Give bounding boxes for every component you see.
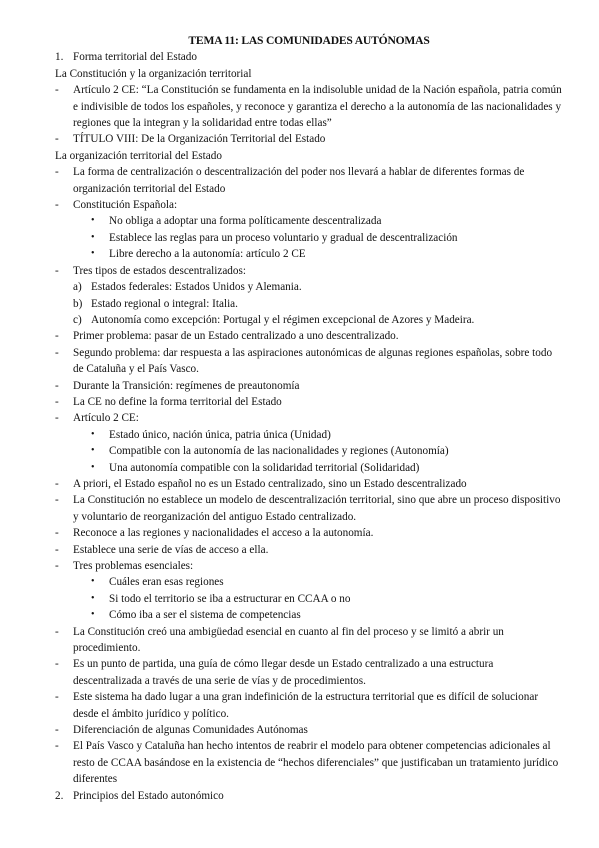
list-marker: - (55, 133, 59, 146)
bullet-marker: • (91, 248, 95, 260)
list-marker: a) (73, 281, 82, 294)
dash-item (55, 197, 563, 213)
dash-item (55, 131, 563, 147)
line-text: Este sistema ha dado lugar a una gran indefinición de la estructura territorial que es difícil de solucionar desde el ámbito jurídico y político. (73, 691, 539, 720)
line-text: Es un punto de partida, una guía de cómo llegar desde un Estado centralizado a una estructura descentralizada a través de una serie de vías y de procedimientos. (73, 658, 494, 687)
bullet-marker: • (91, 576, 95, 588)
bullet-item (55, 246, 563, 262)
line-text: Libre derecho a la autonomía: artículo 2 CE (109, 248, 306, 261)
line-text: La organización territorial del Estado (55, 149, 222, 162)
line-text: Estados federales: Estados Unidos y Alemania. (91, 281, 302, 294)
list-marker: - (55, 494, 59, 507)
dash-item (55, 263, 563, 279)
line-text: Artículo 2 CE: (73, 412, 139, 425)
bullet-marker: • (91, 461, 95, 473)
bullet-marker: • (91, 445, 95, 457)
list-marker: - (55, 330, 59, 343)
line-text: Reconoce a las regiones y nacionalidades el acceso a la autonomía. (73, 527, 374, 540)
list-marker: - (55, 395, 59, 408)
line-text: Constitución Española: (73, 199, 178, 212)
line-text: Forma territorial del Estado (73, 51, 197, 64)
list-marker: b) (73, 297, 83, 310)
line-text: A priori, el Estado español no es un Estado centralizado, sino un Estado descentralizado (73, 477, 467, 490)
bullet-marker: • (91, 231, 95, 243)
lettered-item (55, 312, 563, 328)
bullet-marker: • (91, 592, 95, 604)
list-marker: - (55, 560, 59, 572)
list-marker: - (55, 264, 59, 277)
bullet-item (55, 443, 563, 459)
line-text: Principios del Estado autonómico (73, 789, 224, 802)
bullet-marker: • (91, 428, 95, 440)
line-text: Autonomía como excepción: Portugal y el régimen excepcional de Azores y Madeira. (91, 313, 475, 326)
lettered-item (55, 279, 563, 295)
bullet-item (55, 460, 563, 476)
list-marker: - (55, 658, 59, 671)
lettered-item (55, 296, 563, 312)
line-text: Artículo 2 CE: “La Constitución se fundamenta en la indisoluble unidad de la Nación española, patria común e indivisible de todos los españoles, y reconoce y garantiza el derecho a la autonomía de las nacionalidades y regiones que la integran y la solidaridad entre todas ellas” (73, 84, 562, 130)
dash-item (55, 492, 563, 525)
line-text: La Constitución y la organización territorial (55, 67, 252, 80)
list-marker: - (55, 691, 59, 704)
bullet-item (55, 230, 563, 246)
bullet-marker: • (91, 609, 95, 621)
line-text: Estado único, nación única, patria única (Unidad) (109, 428, 331, 441)
subsection-heading (55, 66, 563, 82)
dash-item (55, 164, 563, 197)
list-marker: - (55, 412, 59, 425)
dash-item (55, 624, 563, 657)
list-marker: - (55, 625, 59, 638)
dash-item (55, 656, 563, 689)
section-heading (55, 49, 563, 65)
line-text: Tres problemas esenciales: (73, 560, 194, 572)
dash-item (55, 394, 563, 410)
list-marker: - (55, 346, 59, 359)
list-marker: - (55, 84, 59, 97)
line-text: TÍTULO VIII: De la Organización Territorial del Estado (73, 133, 326, 146)
subsection-heading (55, 148, 563, 164)
dash-item (55, 82, 563, 131)
document-body (55, 49, 563, 804)
line-text: Estado regional o integral: Italia. (91, 297, 238, 310)
line-text: Una autonomía compatible con la solidaridad territorial (Solidaridad) (109, 461, 420, 474)
list-marker: - (55, 477, 59, 490)
dash-item (55, 476, 563, 492)
line-text: Tres tipos de estados descentralizados: (73, 264, 246, 277)
dash-item (55, 558, 563, 574)
list-marker: - (55, 166, 59, 179)
line-text: Diferenciación de algunas Comunidades Autónomas (73, 724, 308, 737)
bullet-item (55, 427, 563, 443)
line-text: La Constitución creó una ambigüedad esencial en cuanto al fin del proceso y se limitó a abrir un procedimiento. (73, 625, 504, 655)
dash-item (55, 542, 563, 558)
bullet-item (55, 574, 563, 590)
line-text: La Constitución no establece un modelo de descentralización territorial, sino que abre un proceso dispositivo y voluntario de reorganización del antiguo Estado centralizado. (73, 494, 561, 523)
dash-item (55, 722, 563, 738)
line-text: La CE no define la forma territorial del Estado (73, 395, 282, 408)
dash-item (55, 689, 563, 722)
list-marker: 2. (55, 789, 64, 802)
bullet-item (55, 591, 563, 607)
dash-item (55, 328, 563, 344)
line-text: El País Vasco y Cataluña han hecho intentos de reabrir el modelo para obtener competencias adicionales al resto de CCAA basándose en la existencia de “hechos diferenciales” que justificaban un tratamiento jurídico diferentes (73, 740, 559, 786)
section-heading (55, 788, 563, 804)
dash-item (55, 345, 563, 378)
list-marker: - (55, 543, 59, 556)
line-text: Primer problema: pasar de un Estado centralizado a uno descentralizado. (73, 330, 399, 343)
line-text: Establece una serie de vías de acceso a ella. (73, 543, 269, 556)
line-text: No obliga a adoptar una forma políticamente descentralizada (109, 215, 382, 228)
list-marker: 1. (55, 51, 64, 64)
line-text: Durante la Transición: regímenes de preautonomía (73, 379, 300, 392)
dash-item (55, 410, 563, 426)
dash-item (55, 525, 563, 541)
list-marker: - (55, 199, 59, 212)
line-text: Establece las reglas para un proceso voluntario y gradual de descentralización (109, 231, 458, 244)
line-text: Segundo problema: dar respuesta a las aspiraciones autonómicas de algunas regiones españolas, sobre todo de Cataluña y el País Vasco. (73, 346, 553, 376)
line-text: La forma de centralización o descentralización del poder nos llevará a hablar de diferentes formas de organización territorial del Estado (73, 166, 525, 195)
list-marker: - (55, 527, 59, 540)
list-marker: - (55, 740, 59, 753)
line-text: Si todo el territorio se iba a estructurar en CCAA o no (109, 592, 351, 605)
list-marker: c) (73, 313, 82, 326)
dash-item (55, 378, 563, 394)
list-marker: - (55, 379, 59, 392)
line-text: Compatible con la autonomía de las nacionalidades y regiones (Autonomía) (109, 445, 449, 458)
dash-item (55, 738, 563, 787)
line-text: Cuáles eran esas regiones (109, 576, 224, 589)
list-marker: - (55, 724, 59, 737)
document-title: TEMA 11: LAS COMUNIDADES AUTÓNOMAS (188, 34, 430, 47)
bullet-marker: • (91, 215, 95, 227)
line-text: Cómo iba a ser el sistema de competencias (109, 609, 301, 622)
bullet-item (55, 607, 563, 623)
bullet-item (55, 213, 563, 229)
